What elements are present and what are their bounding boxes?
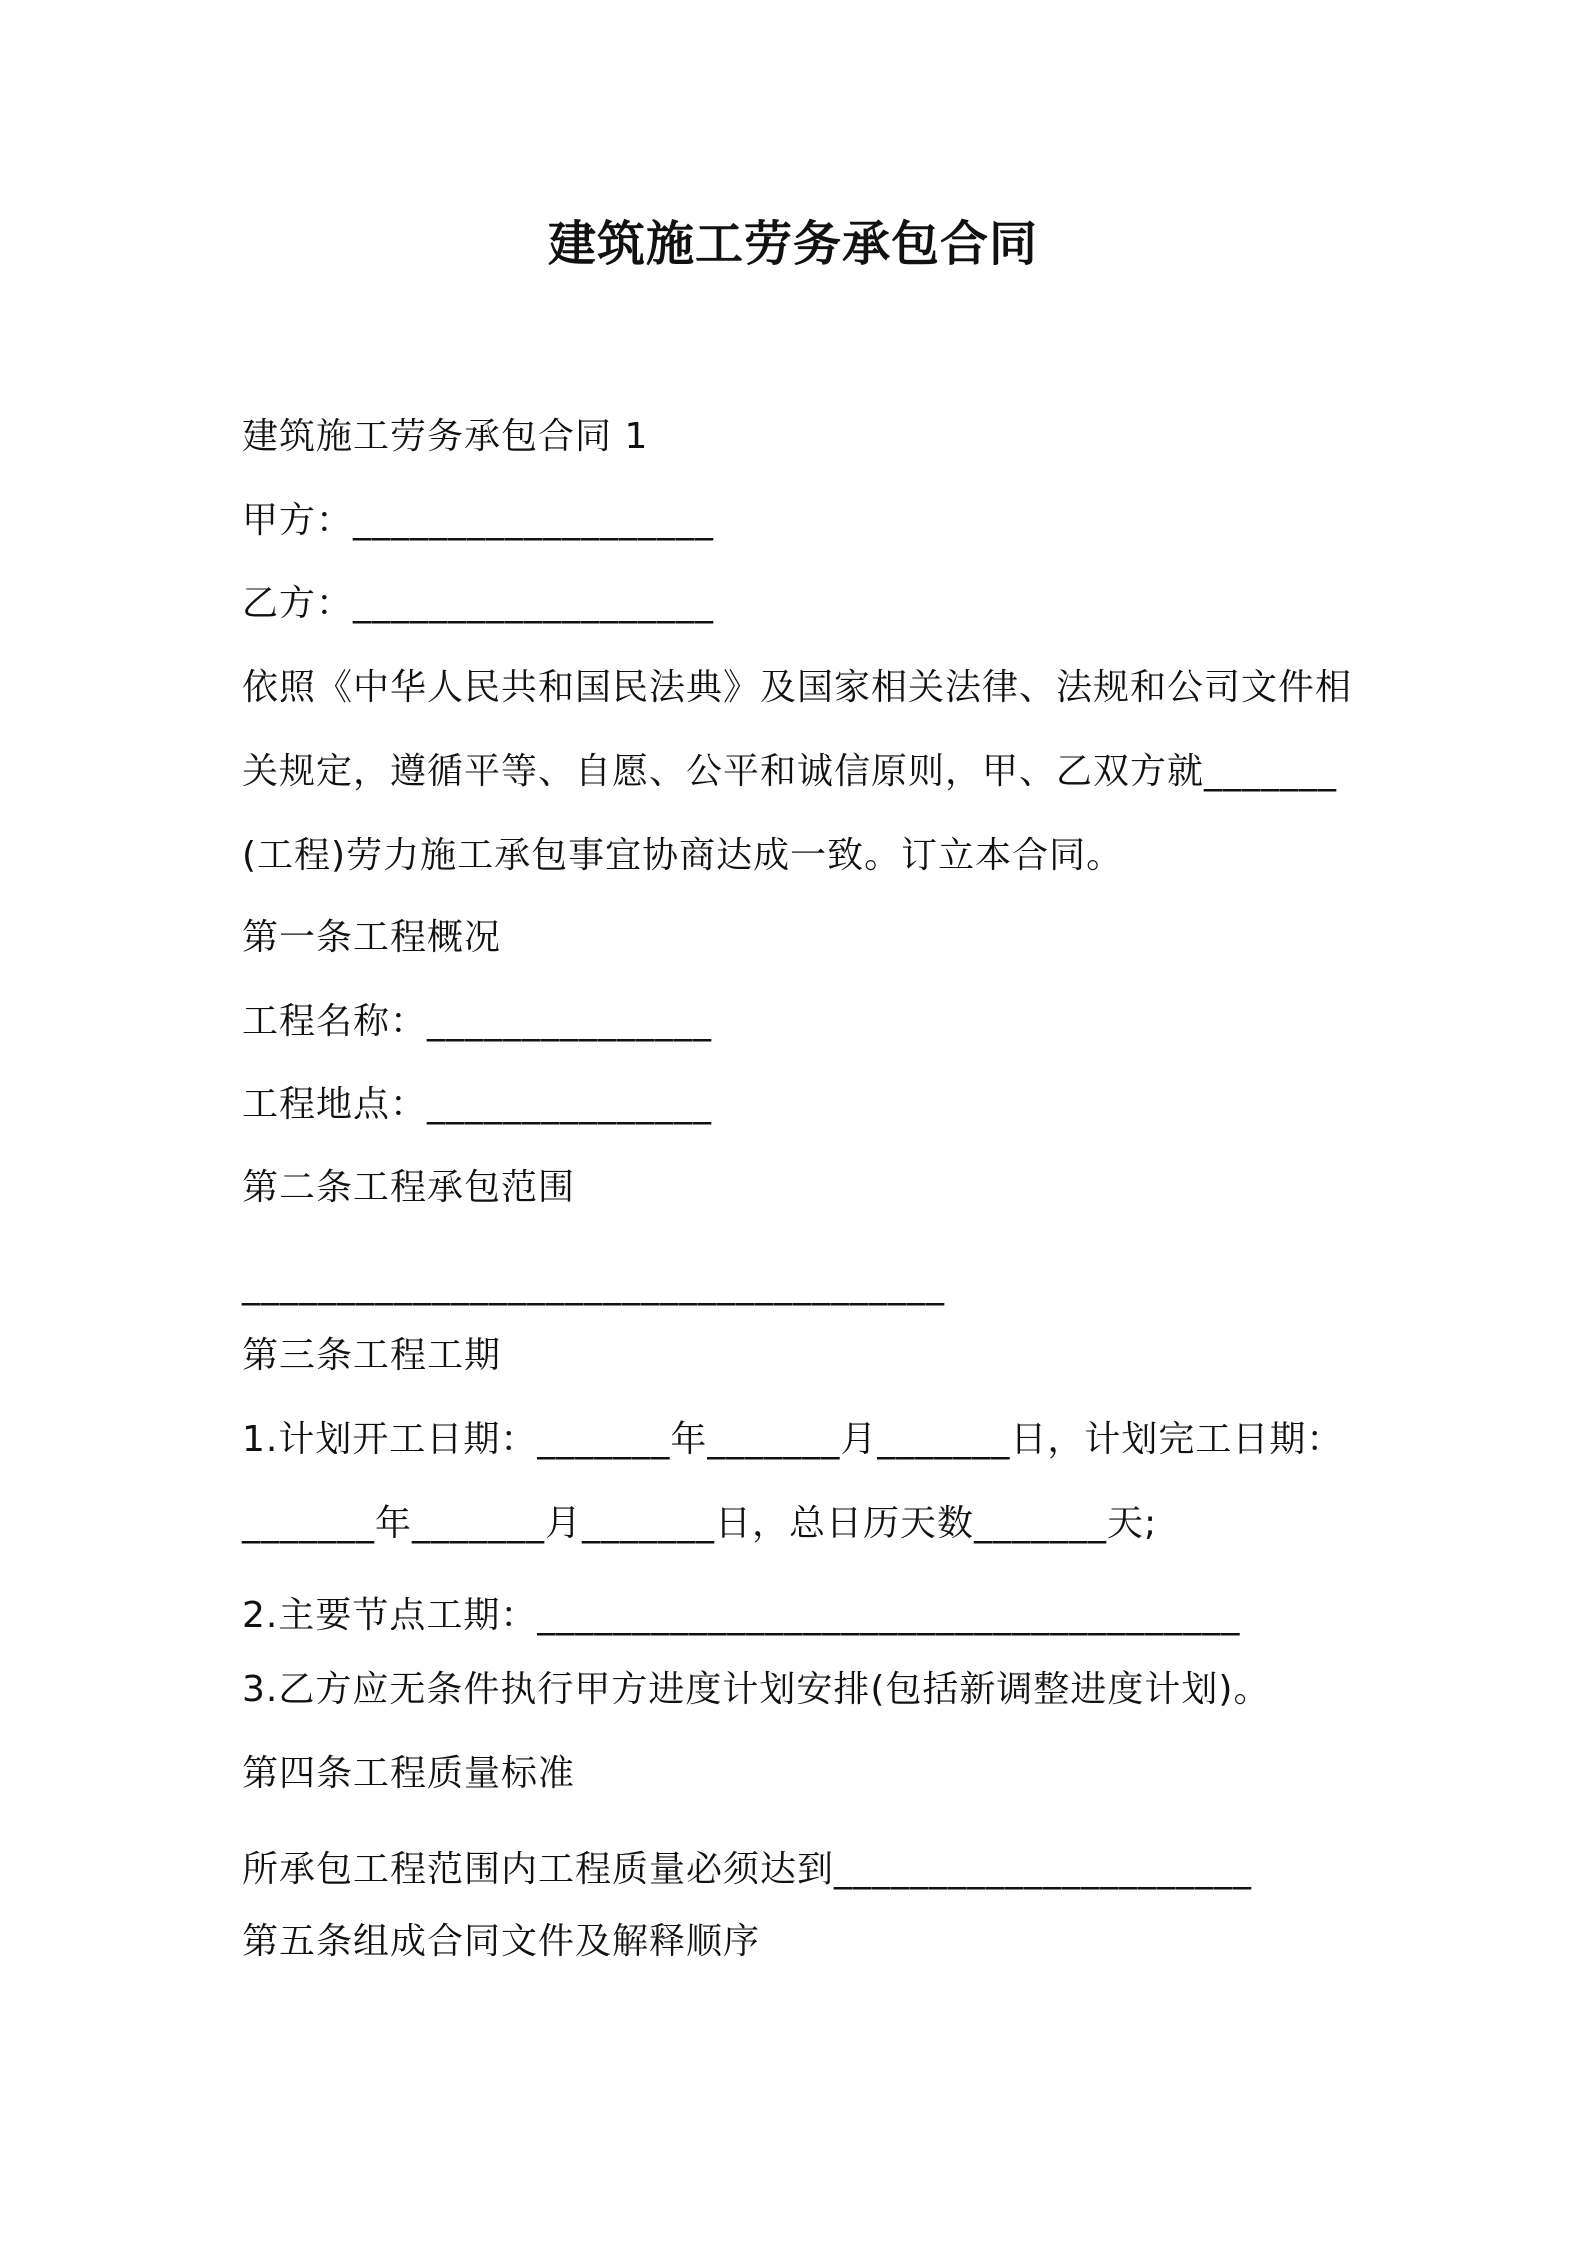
article3-heading: 第三条工程工期 [242,1335,502,1376]
schedule-compliance: 3.乙方应无条件执行甲方进度计划安排(包括新调整进度计划)。 [242,1669,1271,1710]
article4-heading: 第四条工程质量标准 [242,1753,576,1794]
document-subtitle: 建筑施工劳务承包合同 1 [242,416,649,457]
intro-paragraph: 依照《中华人民共和国民法典》及国家相关法律、法规和公司文件相关规定，遵循平等、自愿、公平和诚信原则，甲、乙双方就_______(工程)劳力施工承包事宜协商达成一致。订立本合同。 [242,667,1353,876]
party-a-field: 甲方：___________________ [242,500,715,541]
milestone-field: 2.主要节点工期：_____________________________________ [242,1595,1241,1636]
scope-blank: _____________________________________ [242,1265,945,1306]
party-b-field: 乙方：___________________ [242,583,715,624]
document-title: 建筑施工劳务承包合同 [547,216,1038,272]
project-name-field: 工程名称：_______________ [242,1001,713,1042]
article2-heading: 第二条工程承包范围 [242,1167,576,1208]
quality-standard: 所承包工程范围内工程质量必须达到______________________ [242,1849,1253,1890]
project-location-field: 工程地点：_______________ [242,1084,713,1125]
schedule-dates: 1.计划开工日期：_______年_______月_______日，计划完工日期：_______年_______月_______日，总日历天数_______天; [242,1419,1344,1544]
article5-heading: 第五条组成合同文件及解释顺序 [242,1921,761,1962]
article1-heading: 第一条工程概况 [242,917,502,958]
